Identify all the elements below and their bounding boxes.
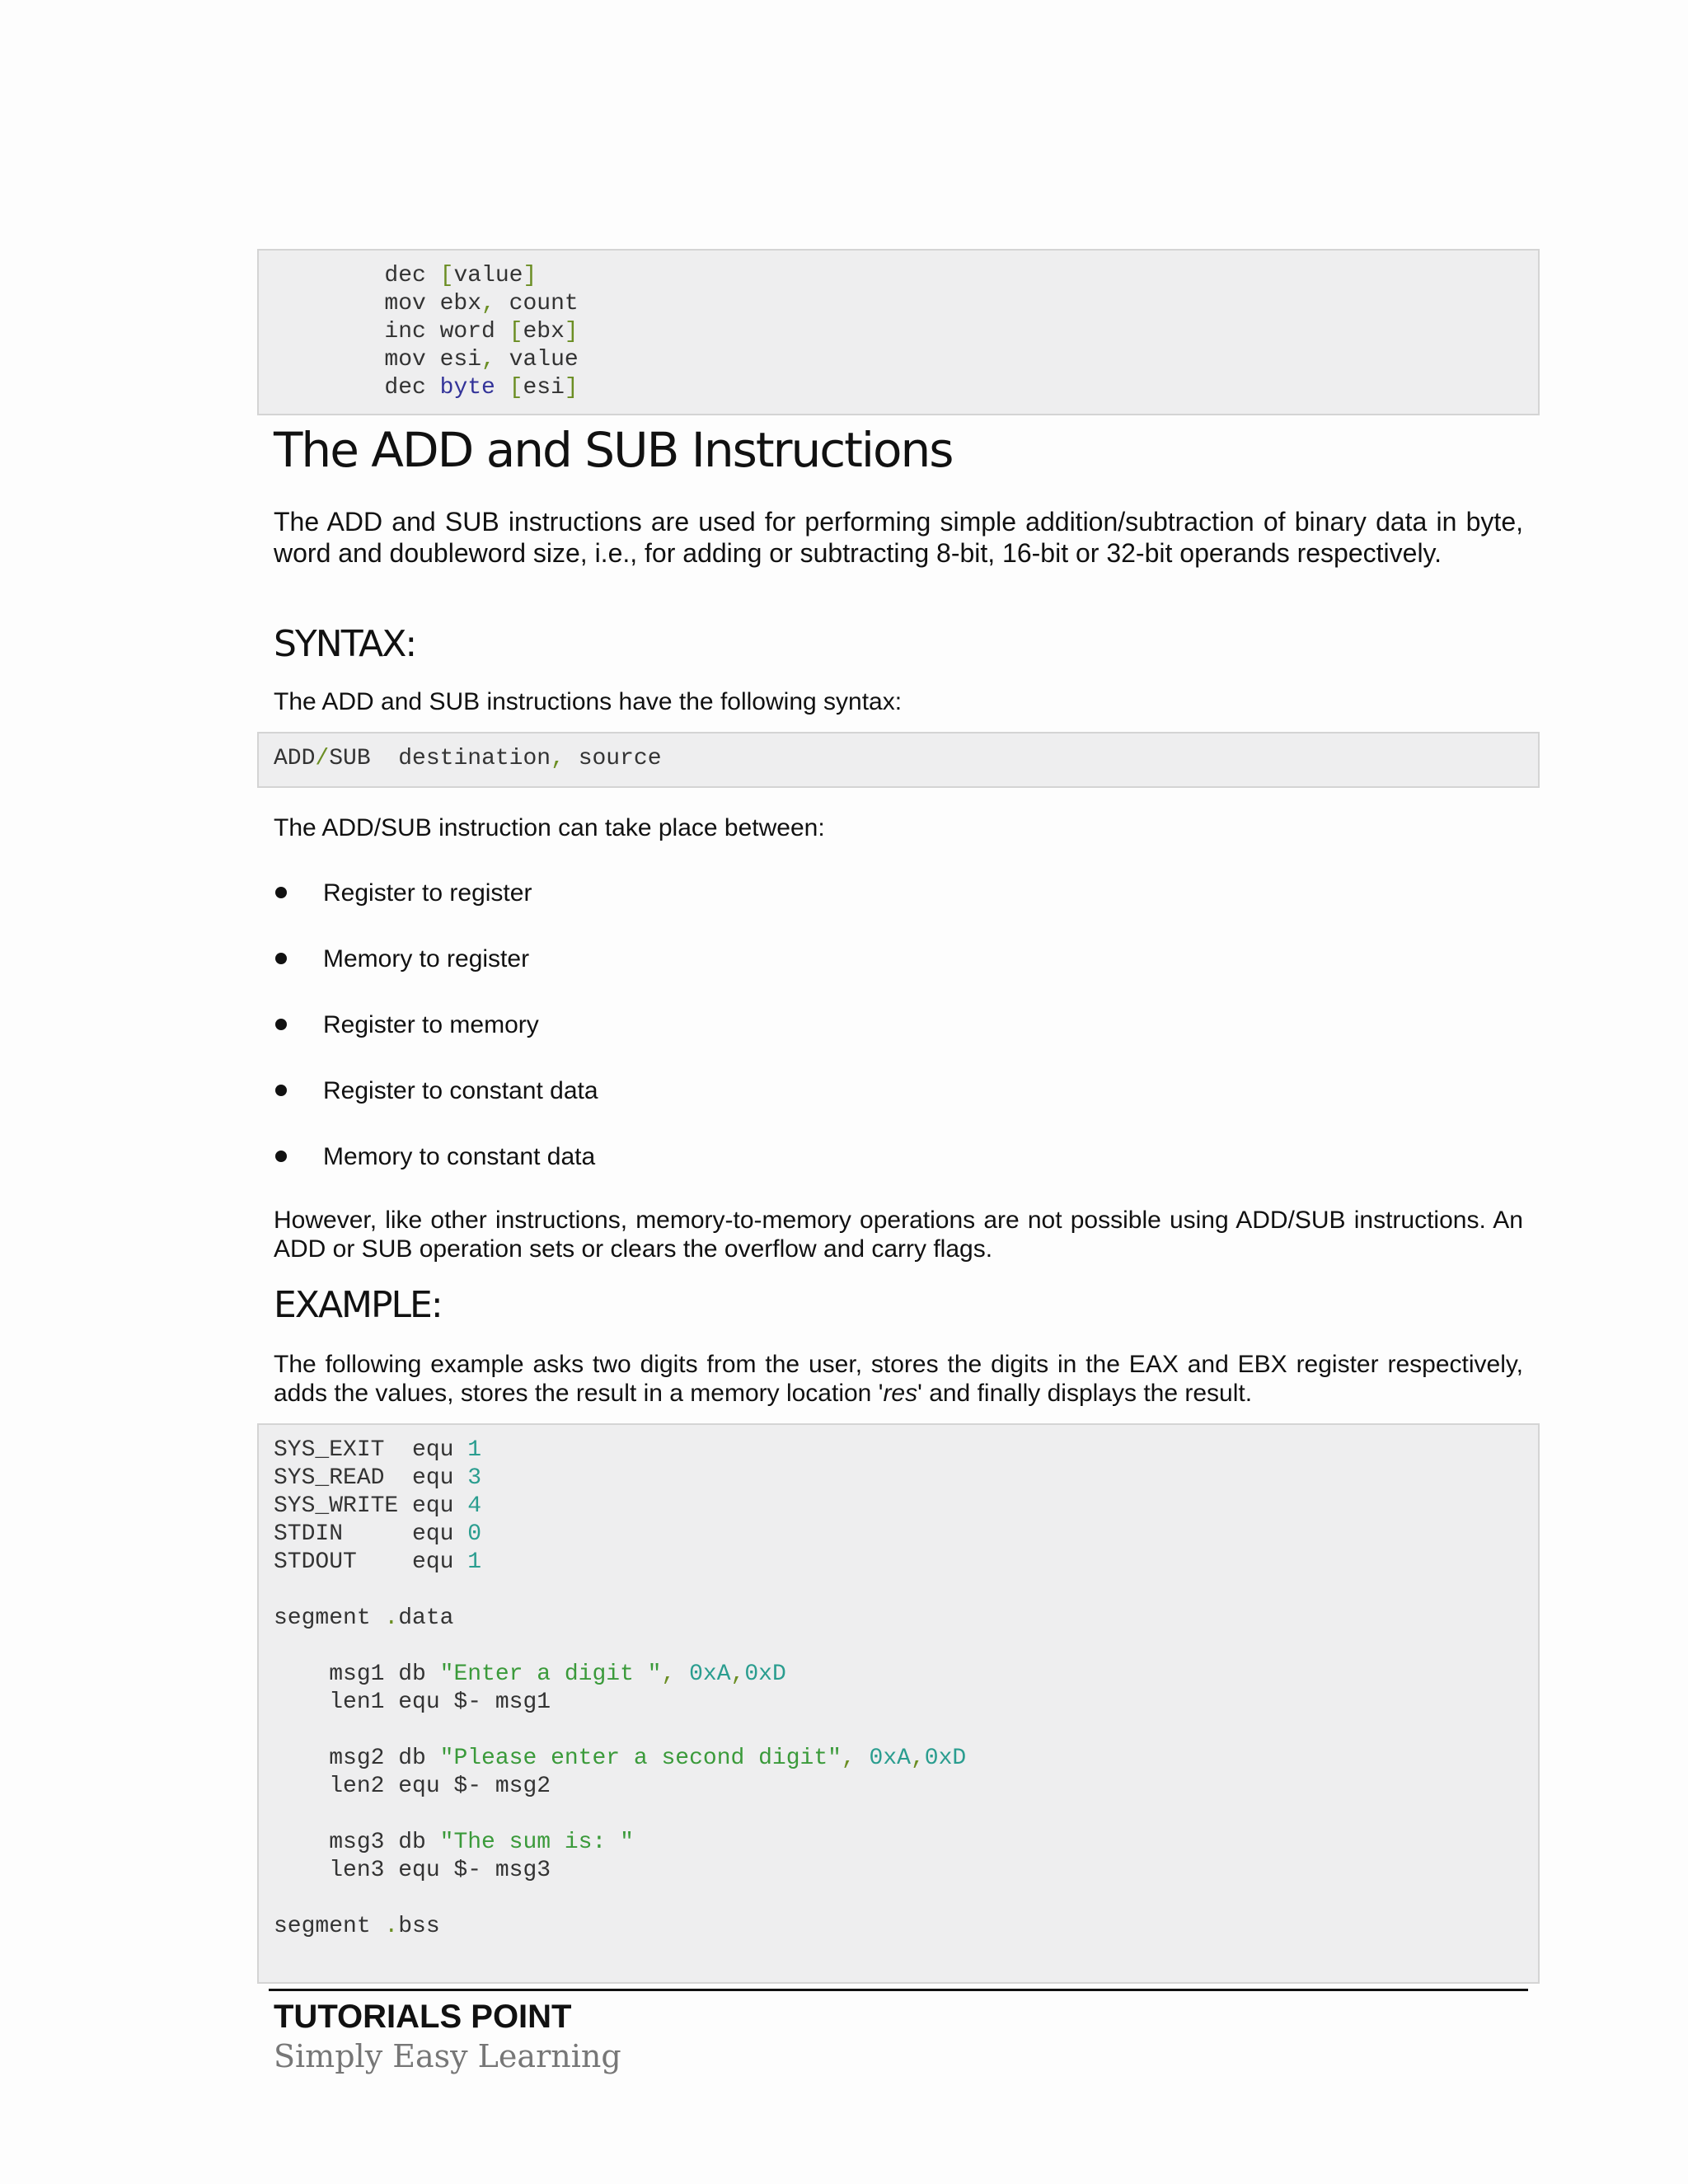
- list-item: Register to memory: [274, 1007, 598, 1073]
- bullet-icon: [275, 887, 287, 898]
- code-line: [274, 1717, 1523, 1745]
- code-line: len3 equ $- msg3: [274, 1858, 551, 1883]
- code-line: SYS_EXIT equ 1: [274, 1437, 482, 1463]
- list-item: Memory to register: [274, 941, 598, 1007]
- code-line: [274, 1885, 1523, 1913]
- example-code-block: [257, 1423, 1540, 1984]
- footer-rule: [269, 1989, 1528, 1991]
- list-item: Register to constant data: [274, 1073, 598, 1139]
- bullet-icon: [275, 1019, 287, 1030]
- code-line: segment .bss: [274, 1914, 440, 1939]
- bullet-icon: [275, 1151, 287, 1162]
- code-line: mov ebx, count: [274, 291, 579, 316]
- code-line: ADD/SUB destination, source: [274, 746, 662, 771]
- footer-brand: TUTORIALS POINT: [274, 1999, 572, 2035]
- code-line: msg2 db "Please enter a second digit", 0xA,0xD: [274, 1746, 967, 1771]
- code-line: mov esi, value: [274, 347, 579, 373]
- code-line: len1 equ $- msg1: [274, 1690, 551, 1715]
- section-title: The ADD and SUB Instructions: [274, 422, 953, 478]
- code-line: [274, 1577, 1523, 1605]
- syntax-code-block: [257, 732, 1540, 788]
- syntax-heading: SYNTAX:: [274, 623, 416, 665]
- code-line: inc word [ebx]: [274, 319, 579, 344]
- code-line: len2 equ $- msg2: [274, 1774, 551, 1799]
- list-item: Memory to constant data: [274, 1139, 598, 1205]
- bullet-icon: [275, 1085, 287, 1096]
- code-line: STDOUT equ 1: [274, 1549, 482, 1575]
- operand-list: [274, 875, 598, 1205]
- list-item: Register to register: [274, 875, 598, 941]
- code-line: STDIN equ 0: [274, 1521, 482, 1547]
- code-line: dec byte [esi]: [274, 375, 579, 401]
- bullet-icon: [275, 953, 287, 964]
- between-text: The ADD/SUB instruction can take place between:: [274, 814, 825, 841]
- code-line: segment .data: [274, 1605, 454, 1631]
- code-line: msg3 db "The sum is: ": [274, 1830, 634, 1855]
- example-text: The following example asks two digits from the user, stores the digits in the EAX and EBX register respectively, adds the values, stores the result in a memory location 'res' and finally displays the result.: [274, 1351, 1523, 1407]
- code-line: SYS_WRITE equ 4: [274, 1493, 482, 1519]
- syntax-note: However, like other instructions, memory-to-memory operations are not possible using ADD/SUB instructions. An ADD or SUB operation sets or clears the overflow and carry flags.: [274, 1207, 1523, 1263]
- syntax-text: The ADD and SUB instructions have the following syntax:: [274, 688, 903, 715]
- footer-tagline: Simply Easy Learning: [274, 2038, 621, 2074]
- section-intro: The ADD and SUB instructions are used for performing simple addition/subtraction of binary data in byte, word and doubleword size, i.e., for adding or subtracting 8-bit, 16-bit or 32-bit operands respectively.: [274, 507, 1523, 568]
- code-line: [274, 1633, 1523, 1661]
- code-line: msg1 db "Enter a digit ", 0xA,0xD: [274, 1661, 786, 1687]
- code-line: dec [value]: [274, 263, 537, 288]
- code-line: SYS_READ equ 3: [274, 1465, 482, 1491]
- code-block-top: [257, 249, 1540, 415]
- example-heading: EXAMPLE:: [274, 1284, 442, 1326]
- code-line: [274, 1801, 1523, 1829]
